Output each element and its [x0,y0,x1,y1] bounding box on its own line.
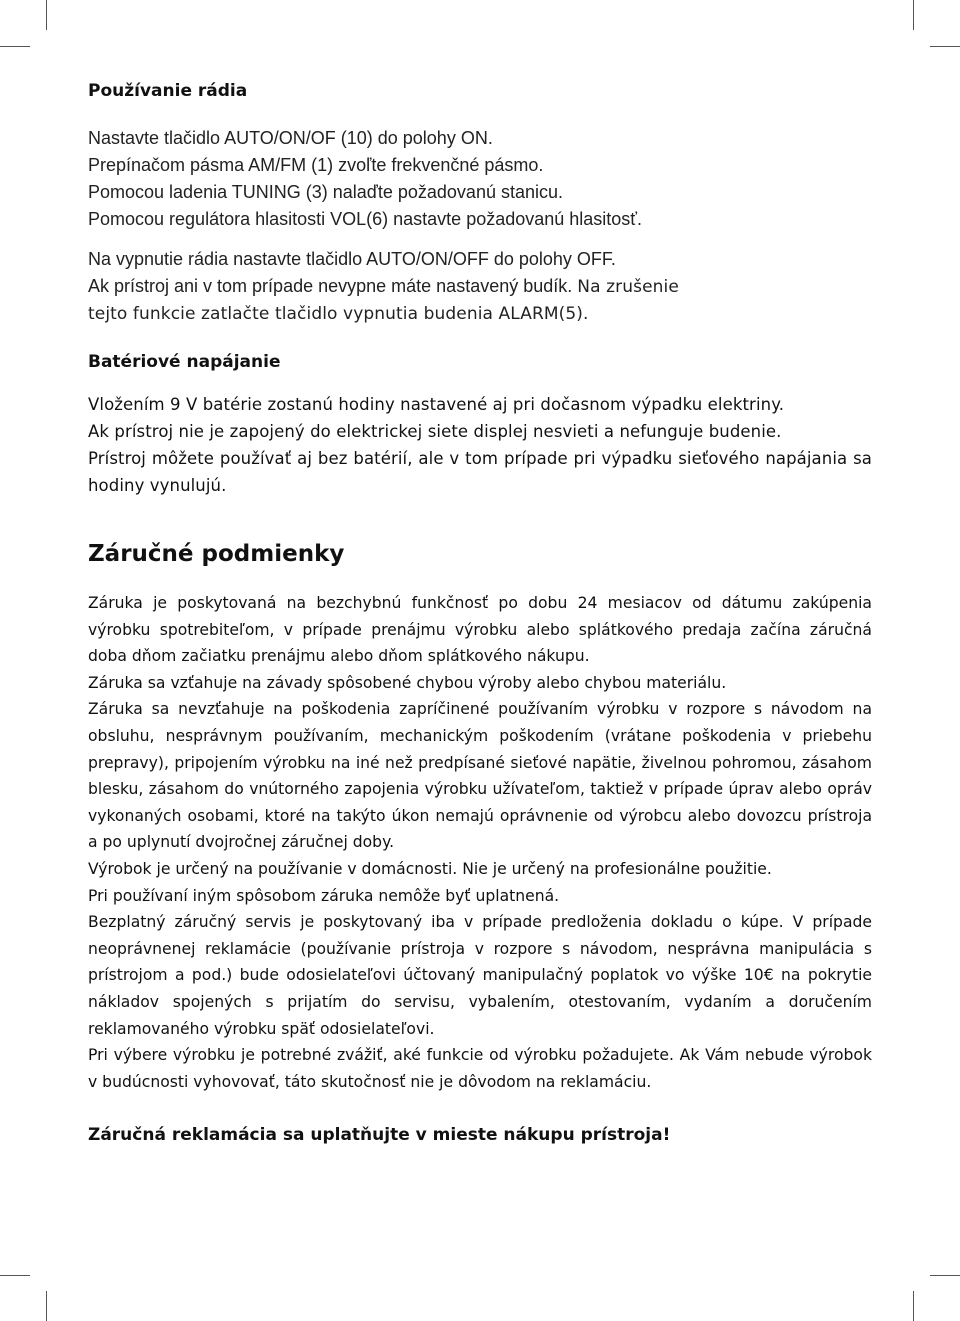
instruction-power-off: Na vypnutie rádia nastavte tlačidlo AUTO/ON/OFF do polohy OFF. [88,249,616,269]
instruction-power-on: Nastavte tlačidlo AUTO/ON/OF (10) do polohy ON. [88,128,493,148]
warranty-paragraph-household-use: Výrobok je určený na používanie v domácnosti. Nie je určený na profesionálne použitie. [88,859,772,878]
battery-line-2: Ak prístroj nie je zapojený do elektrickej siete displej nesvieti a nefunguje budenie. [88,422,782,441]
alarm-note-line-1 [88,273,872,301]
instruction-volume: Pomocou regulátora hlasitosti VOL(6) nastavte požadovanú hlasitosť. [88,209,643,229]
alarm-note-line-2: tejto funkcie zatlačte tlačidlo vypnutia budenia ALARM(5). [88,304,589,324]
battery-line-3: Prístroj môžete používať aj bez batérií, ale v tom prípade pri výpadku sieťového napájania sa hodiny vynulujú. [88,449,872,495]
document-body [88,78,872,1149]
warranty-title: Záručné podmienky [88,541,345,567]
radio-usage-heading: Používanie rádia [88,81,248,101]
battery-line-1: Vložením 9 V batérie zostanú hodiny nastavené aj pri dočasnom výpadku elektriny. [88,395,785,414]
warranty-paragraph-free-service: Bezplatný záručný servis je poskytovaný iba v prípade predloženia dokladu o kúpe. V prípade neoprávnenej reklamácie (používanie prístroja v rozpore s návodom, nesprávna manipulácia s prístrojom a pod.) bude odosielateľovi účtovaný manipulačný poplatok vo výške 10€ na pokrytie nákladov spojených s prijatím do servisu, vybalením, otestovaním, vydaním a doručením reklamovaného výrobku späť odosielateľovi. [88,913,872,1038]
crop-mark-top-left-horizontal [0,46,30,47]
warranty-paragraph-duration: Záruka je poskytovaná na bezchybnú funkčnosť po dobu 24 mesiacov od dátumu zakúpenia výrobku spotrebiteľom, v prípade prenájmu výrobku alebo splátkového predaja začína záručná doba dňom začiatku prenájmu alebo dňom splátkového nákupu. [88,594,872,666]
warranty-paragraph-exclusions: Záruka sa nevzťahuje na poškodenia zapríčinené používaním výrobku v rozpore s návodom na obsluhu, nesprávnym používaním, mechanickým poškodením (vrátane poškodenia v priebehu prepravy), pripojením výrobku na iné než predpísané sieťové napätie, živelnou pohromou, zásahom blesku, zásahom do vnútorného zapojenia výrobku užívateľom, taktiež v prípade úprav alebo opráv vykonaných osobami, ktoré na takýto úkon nemajú oprávnenie od výrobcu alebo dovozcu prístroja a po uplynutí dvojročnej záručnej doby. [88,700,872,852]
warranty-conditions [88,590,872,1095]
battery-paragraph [88,391,872,499]
instruction-band-select: Prepínačom pásma AM/FM (1) zvoľte frekvenčné pásmo. [88,155,544,175]
warranty-claim-notice: Záručná reklamácia sa uplatňujte v mieste nákupu prístroja! [88,1125,671,1146]
alarm-note-text-2: Na zrušenie [577,277,679,297]
crop-mark-top-right-horizontal [930,46,960,47]
instruction-tuning: Pomocou ladenia TUNING (3) nalaďte požadovanú stanicu. [88,182,563,202]
warranty-paragraph-other-use: Pri používaní iným spôsobom záruka nemôže byť uplatnená. [88,886,560,905]
warranty-paragraph-coverage: Záruka sa vzťahuje na závady spôsobené chybou výroby alebo chybou materiálu. [88,673,727,692]
crop-mark-top-right-vertical [913,0,914,30]
warranty-paragraph-product-choice: Pri výbere výrobku je potrebné zvážiť, aké funkcie od výrobku požadujete. Ak Vám nebude výrobok v budúcnosti vyhovovať, táto skutočnosť nie je dôvodom na reklamáciu. [88,1046,872,1091]
alarm-note-text-1: Ak prístroj ani v tom prípade nevypne máte nastavený budík. [88,276,573,296]
radio-instructions [88,125,872,328]
crop-mark-top-left-vertical [46,0,47,30]
crop-mark-bottom-left-horizontal [0,1275,30,1276]
crop-mark-bottom-right-vertical [913,1291,914,1321]
crop-mark-bottom-right-horizontal [930,1275,960,1276]
crop-mark-bottom-left-vertical [46,1291,47,1321]
battery-power-heading: Batériové napájanie [88,352,281,372]
